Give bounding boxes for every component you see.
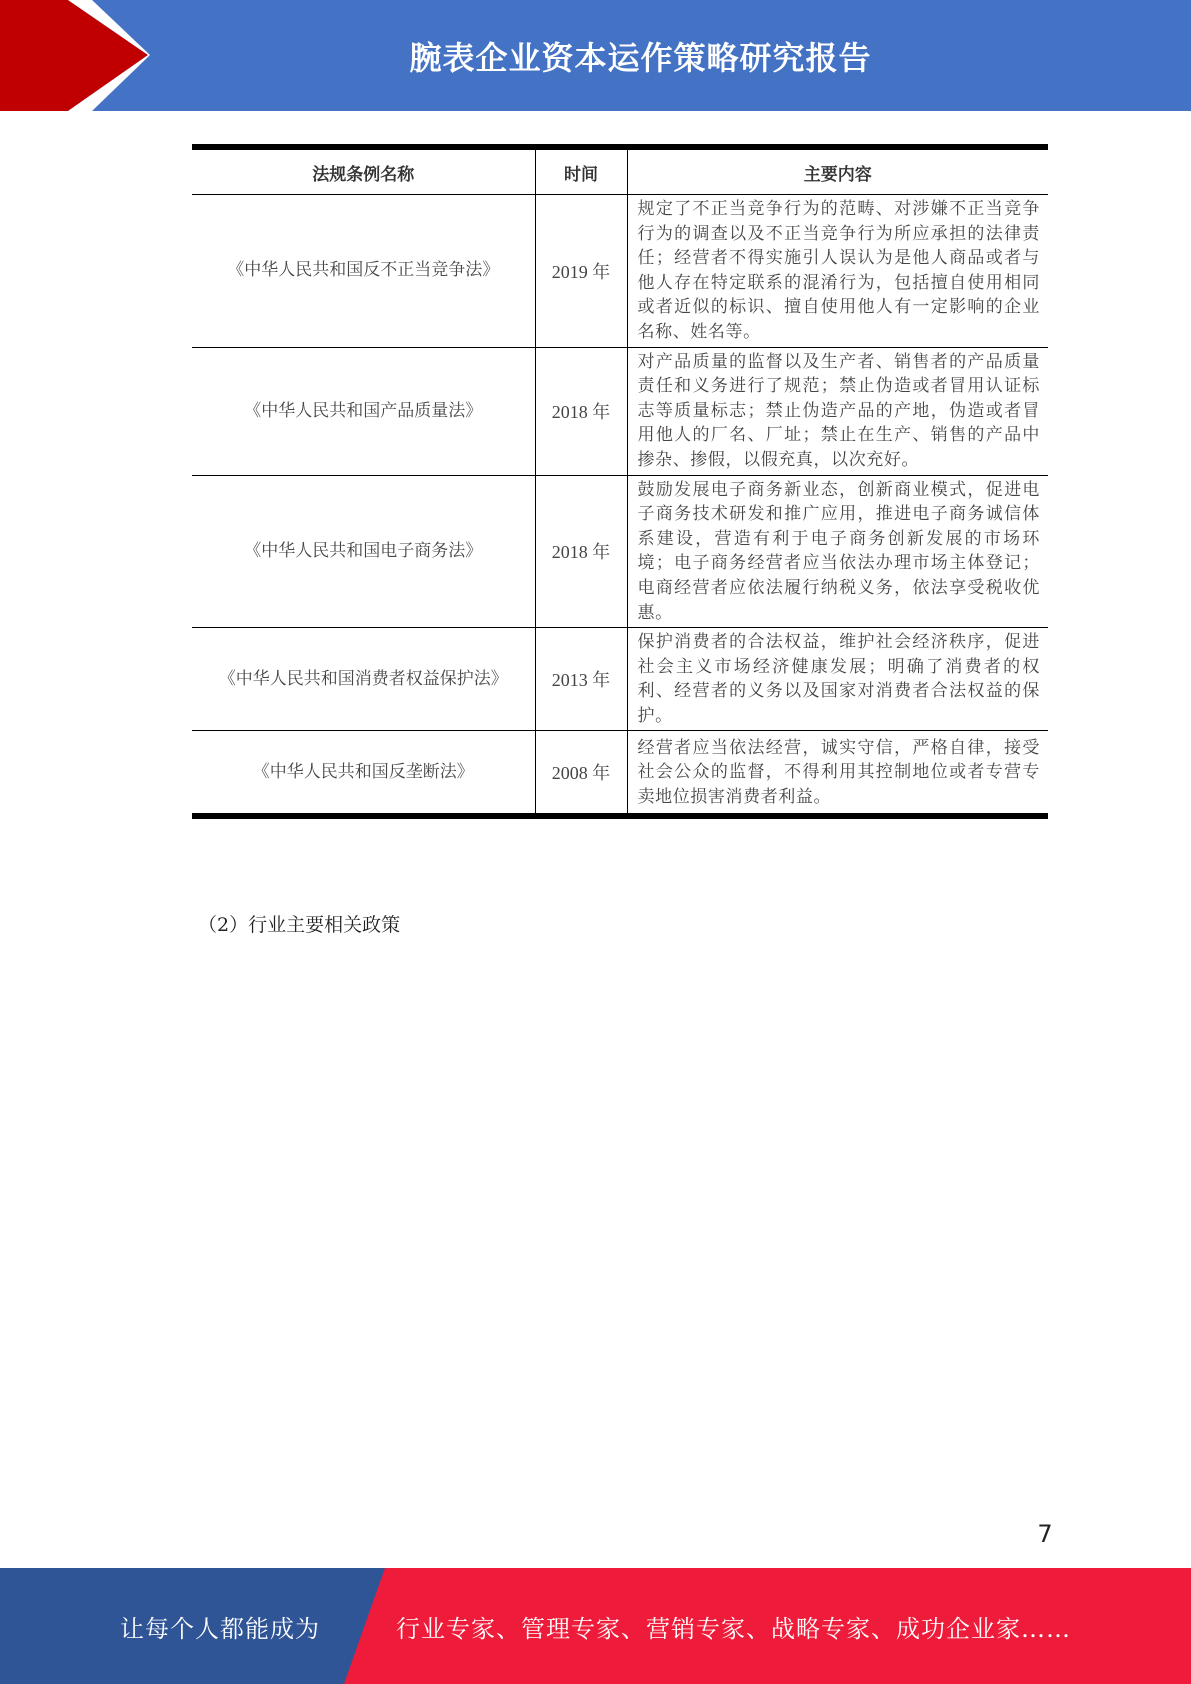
law-year: 2013 年: [535, 628, 627, 731]
report-title: 腕表企业资本运作策略研究报告: [409, 38, 872, 77]
section-heading: （2）行业主要相关政策: [198, 914, 401, 936]
law-name: 《中华人民共和国产品质量法》: [192, 347, 535, 475]
law-content: 对产品质量的监督以及生产者、销售者的产品质量责任和义务进行了规范；禁止伪造或者冒用认证标志等质量标志；禁止伪造产品的产地，伪造或者冒用他人的厂名、厂址；禁止在生产、销售的产品中掺杂、掺假，以假充真，以次充好。: [627, 347, 1048, 475]
law-year: 2018 年: [535, 347, 627, 475]
law-content: 规定了不正当竞争行为的范畴、对涉嫌不正当竞争行为的调查以及不正当竞争行为所应承担的法律责任；经营者不得实施引人误认为是他人商品或者与他人存在特定联系的混淆行为，包括擅自使用相同或者近似的标识、擅自使用他人有一定影响的企业名称、姓名等。: [627, 195, 1048, 348]
footer-slogan-left: 让每个人都能成为: [120, 1614, 320, 1643]
table-row: [192, 195, 1048, 348]
column-header-content: 主要内容: [627, 147, 1048, 195]
table-header-row: [192, 147, 1048, 195]
table-row: [192, 347, 1048, 475]
footer-slogan-right: 行业专家、管理专家、营销专家、战略专家、成功企业家……: [396, 1614, 1071, 1643]
law-name: 《中华人民共和国电子商务法》: [192, 475, 535, 628]
law-content: 鼓励发展电子商务新业态，创新商业模式，促进电子商务技术研发和推广应用，推进电子商务诚信体系建设，营造有利于电子商务创新发展的市场环境；电子商务经营者应当依法办理市场主体登记；电商经营者应依法履行纳税义务，依法享受税收优惠。: [627, 475, 1048, 628]
laws-table-container: [192, 144, 1048, 819]
header-chevron-decoration: [0, 0, 160, 111]
law-content: 经营者应当依法经营，诚实守信，严格自律，接受社会公众的监督，不得利用其控制地位或者专营专卖地位损害消费者利益。: [627, 731, 1048, 817]
page-number: 7: [1037, 1520, 1053, 1548]
law-content: 保护消费者的合法权益，维护社会经济秩序，促进社会主义市场经济健康发展；明确了消费者的权利、经营者的义务以及国家对消费者合法权益的保护。: [627, 628, 1048, 731]
column-header-time: 时间: [535, 147, 627, 195]
column-header-name: 法规条例名称: [192, 147, 535, 195]
table-row: [192, 475, 1048, 628]
laws-table: [192, 144, 1048, 819]
law-name: 《中华人民共和国反不正当竞争法》: [192, 195, 535, 348]
table-row: [192, 628, 1048, 731]
page-footer: [0, 1568, 1191, 1684]
page-header: [0, 0, 1191, 111]
law-year: 2019 年: [535, 195, 627, 348]
law-year: 2018 年: [535, 475, 627, 628]
table-row: [192, 731, 1048, 817]
law-name: 《中华人民共和国反垄断法》: [192, 731, 535, 817]
law-year: 2008 年: [535, 731, 627, 817]
law-name: 《中华人民共和国消费者权益保护法》: [192, 628, 535, 731]
